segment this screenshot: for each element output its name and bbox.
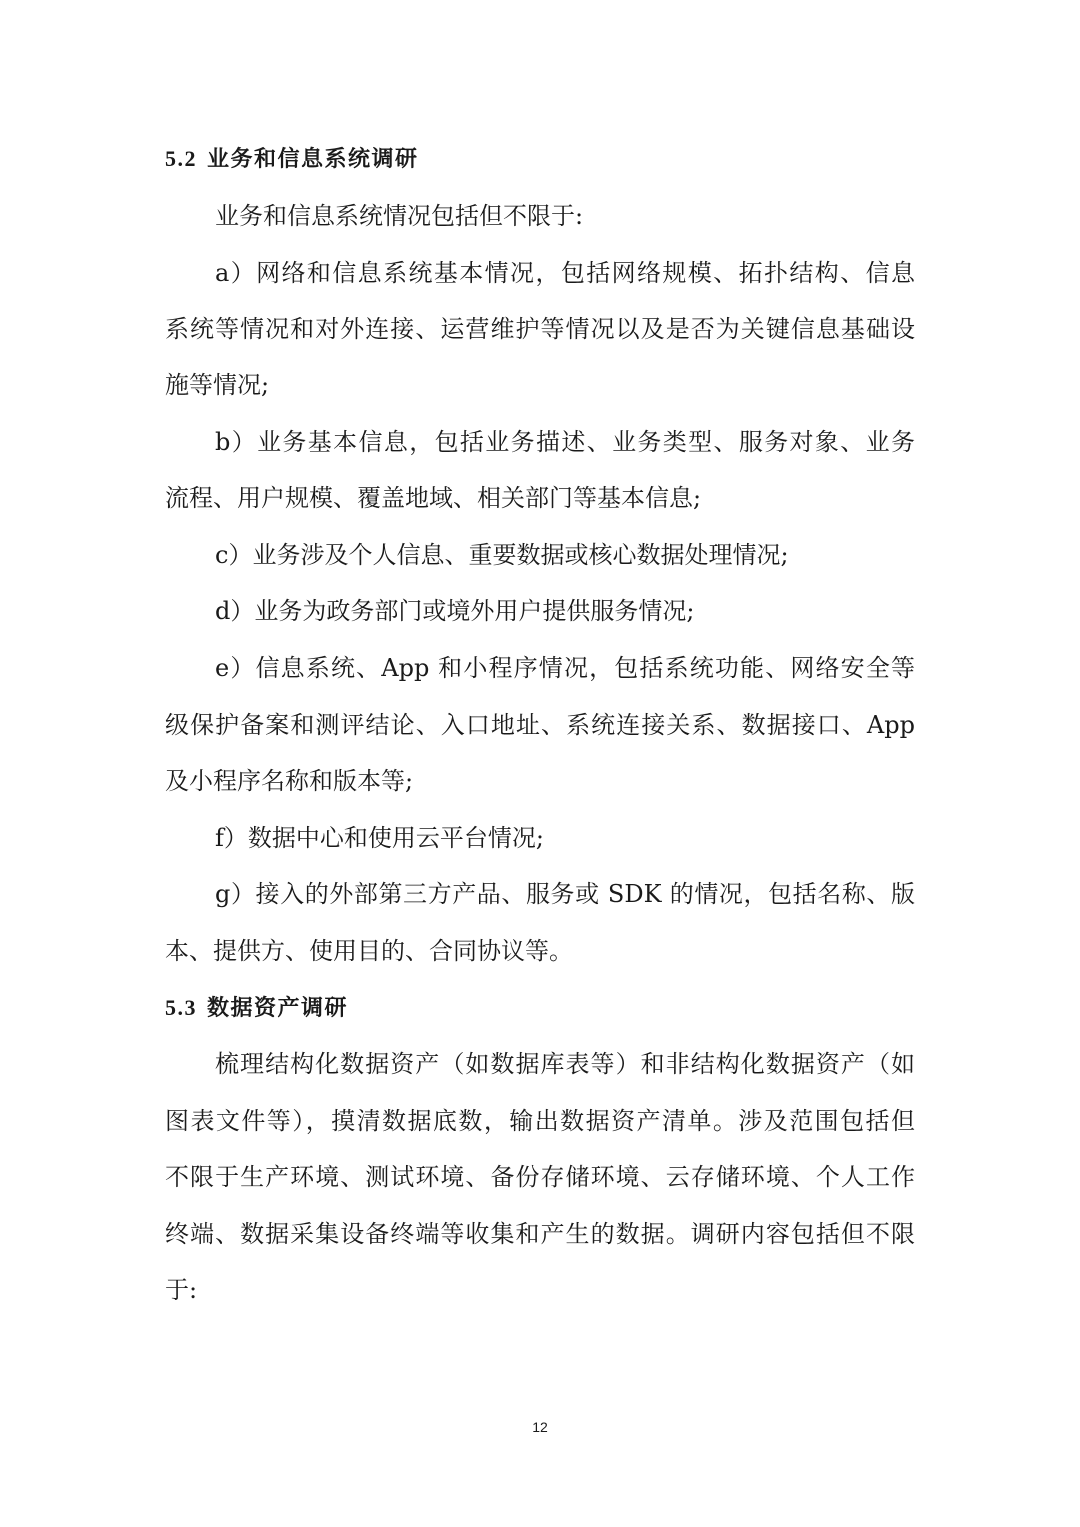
section-5-2-title: 业务和信息系统调研	[207, 146, 419, 172]
section-5-2-number: 5.2	[165, 146, 197, 171]
section-5-3-number: 5.3	[165, 995, 197, 1020]
item-b-line-2: 流程、用户规模、覆盖地域、相关部门等基本信息;	[165, 484, 702, 512]
item-e-line-3: 及小程序名称和版本等;	[165, 767, 414, 795]
item-a-line-2: 系统等情况和对外连接、运营维护等情况以及是否为关键信息基础设	[165, 315, 915, 343]
section-5-2-heading	[165, 144, 419, 174]
section-5-3-title: 数据资产调研	[207, 995, 349, 1021]
item-a-line-3: 施等情况;	[165, 371, 270, 399]
item-f: f）数据中心和使用云平台情况;	[215, 824, 544, 852]
item-e-line-1: e）信息系统、App 和小程序情况，包括系统功能、网络安全等	[215, 654, 915, 682]
item-d: d）业务为政务部门或境外用户提供服务情况;	[215, 597, 695, 625]
section-5-3-para-line-1: 梳理结构化数据资产（如数据库表等）和非结构化数据资产（如	[215, 1050, 915, 1078]
item-e-line-2: 级保护备案和测评结论、入口地址、系统连接关系、数据接口、App	[165, 711, 915, 739]
section-5-2-intro: 业务和信息系统情况包括但不限于:	[215, 202, 584, 230]
section-5-3-para-line-3: 不限于生产环境、测试环境、备份存储环境、云存储环境、个人工作	[165, 1163, 915, 1191]
item-a-line-1: a）网络和信息系统基本情况，包括网络规模、拓扑结构、信息	[215, 259, 915, 287]
section-5-3-para-line-5: 于:	[165, 1276, 198, 1304]
item-g-line-1: g）接入的外部第三方产品、服务或 SDK 的情况，包括名称、版	[215, 880, 915, 908]
section-5-3-heading	[165, 993, 348, 1023]
item-c: c）业务涉及个人信息、重要数据或核心数据处理情况;	[215, 541, 789, 569]
page-number: 12	[532, 1419, 548, 1435]
item-b-line-1: b）业务基本信息，包括业务描述、业务类型、服务对象、业务	[215, 428, 915, 456]
section-5-3-para-line-4: 终端、数据采集设备终端等收集和产生的数据。调研内容包括但不限	[165, 1220, 915, 1248]
section-5-3-para-line-2: 图表文件等），摸清数据底数，输出数据资产清单。涉及范围包括但	[165, 1107, 915, 1135]
item-g-line-2: 本、提供方、使用目的、合同协议等。	[165, 937, 573, 965]
